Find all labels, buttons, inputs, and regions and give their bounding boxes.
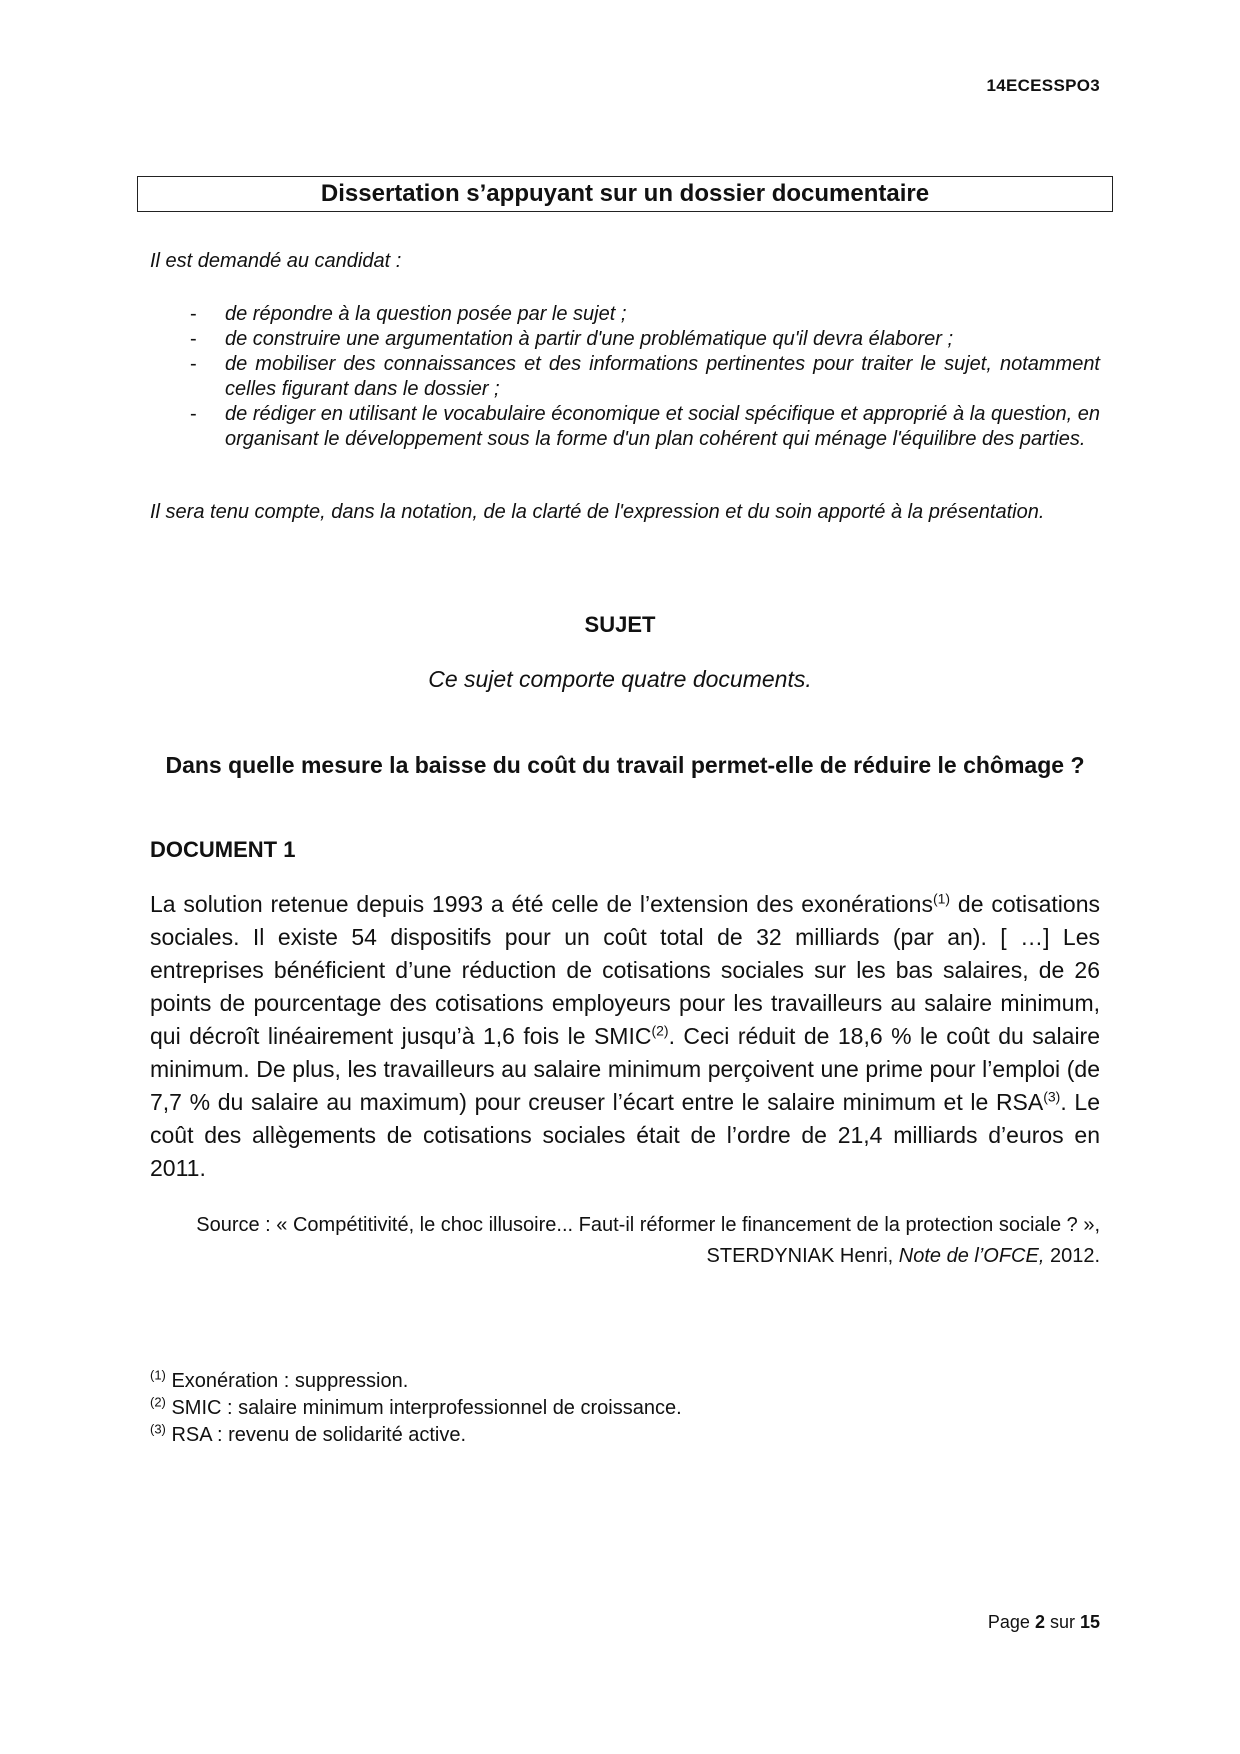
footnote-ref: (3) — [1043, 1088, 1061, 1105]
list-item: - de mobiliser des connaissances et des informations pertinentes pour traiter le sujet, notamment celles figurant dans le dossier ; — [150, 352, 1100, 402]
page-title: Dissertation s’appuyant sur un dossier documentaire — [137, 176, 1113, 212]
instructions-list — [150, 302, 1100, 452]
document-body — [150, 888, 1100, 1185]
footnote-mark: (3) — [150, 1421, 166, 1437]
list-item: - de rédiger en utilisant le vocabulaire économique et social spécifique et approprié à la question, en organisant le développement sous la forme d'un plan cohérent qui ménage l'équilibre des parties. — [150, 402, 1100, 452]
document-text: La solution retenue depuis 1993 a été celle de l’extension des exonérations — [150, 891, 933, 917]
document-source — [150, 1210, 1100, 1272]
document-heading: DOCUMENT 1 — [150, 837, 296, 862]
footnote-text: Exonération : suppression. — [165, 1370, 409, 1392]
footnote-mark: (2) — [150, 1394, 166, 1410]
footnote — [150, 1395, 682, 1422]
page-number — [988, 1612, 1100, 1633]
sujet-subtitle: Ce sujet comporte quatre documents. — [428, 666, 812, 692]
footnote-ref: (1) — [932, 890, 951, 907]
footnote-mark: (1) — [150, 1367, 166, 1383]
footnote — [150, 1422, 682, 1449]
document-text: . Ceci réduit de 18,6 % le coût du salaire minimum. De plus, les travailleurs au salaire minimum perçoivent une prime pour l’emploi (de 7,7 % du salaire au maximum) pour creuser l’écart entre le salaire minimum et le RSA — [150, 1023, 1100, 1115]
footnote-text: RSA : revenu de solidarité active. — [165, 1424, 467, 1446]
footnote-ref: (2) — [651, 1022, 669, 1039]
document-text: de cotisations sociales. Il existe 54 dispositifs pour un coût total de 32 milliards (par an). [ …] Les entreprises bénéficient d’une réduction de cotisations sociales sur les bas salaires, de 26 points de pourcentage des cotisations employeurs pour les travailleurs au salaire minimum, qui décroît linéairement jusqu’à 1,6 fois le SMIC — [150, 891, 1101, 1049]
page-sep: sur — [1044, 1612, 1080, 1632]
footnote-text: SMIC : salaire minimum interprofessionnel de croissance. — [165, 1397, 682, 1419]
document-code: 14ECESSPO3 — [986, 76, 1100, 95]
intro-text: Il est demandé au candidat : — [150, 250, 402, 272]
list-item: - de construire une argumentation à partir d'une problématique qu'il devra élaborer ; — [150, 327, 1100, 352]
page-label: Page — [987, 1612, 1035, 1632]
page-current: 2 — [1034, 1612, 1045, 1632]
source-year: 2012. — [1044, 1245, 1100, 1267]
source-text: Source : « Compétitivité, le choc illusoire... Faut-il réformer le financement de la protection sociale ? », STERDYNIAK Henri, — [196, 1214, 1100, 1267]
list-item: - de répondre à la question posée par le sujet ; — [150, 302, 1100, 327]
footnote — [150, 1368, 682, 1395]
sujet-heading: SUJET — [584, 612, 656, 637]
sujet-question: Dans quelle mesure la baisse du coût du travail permet-elle de réduire le chômage ? — [165, 752, 1085, 778]
document-text: . Le coût des allègements de cotisations sociales était de l’ordre de 21,4 milliards d’euros en 2011. — [150, 1089, 1100, 1181]
source-publication: Note de l’OFCE, — [898, 1245, 1045, 1267]
page-total: 15 — [1079, 1612, 1100, 1632]
footnotes — [150, 1368, 682, 1449]
evaluation-note: Il sera tenu compte, dans la notation, de la clarté de l'expression et du soin apporté à la présentation. — [150, 501, 1045, 523]
